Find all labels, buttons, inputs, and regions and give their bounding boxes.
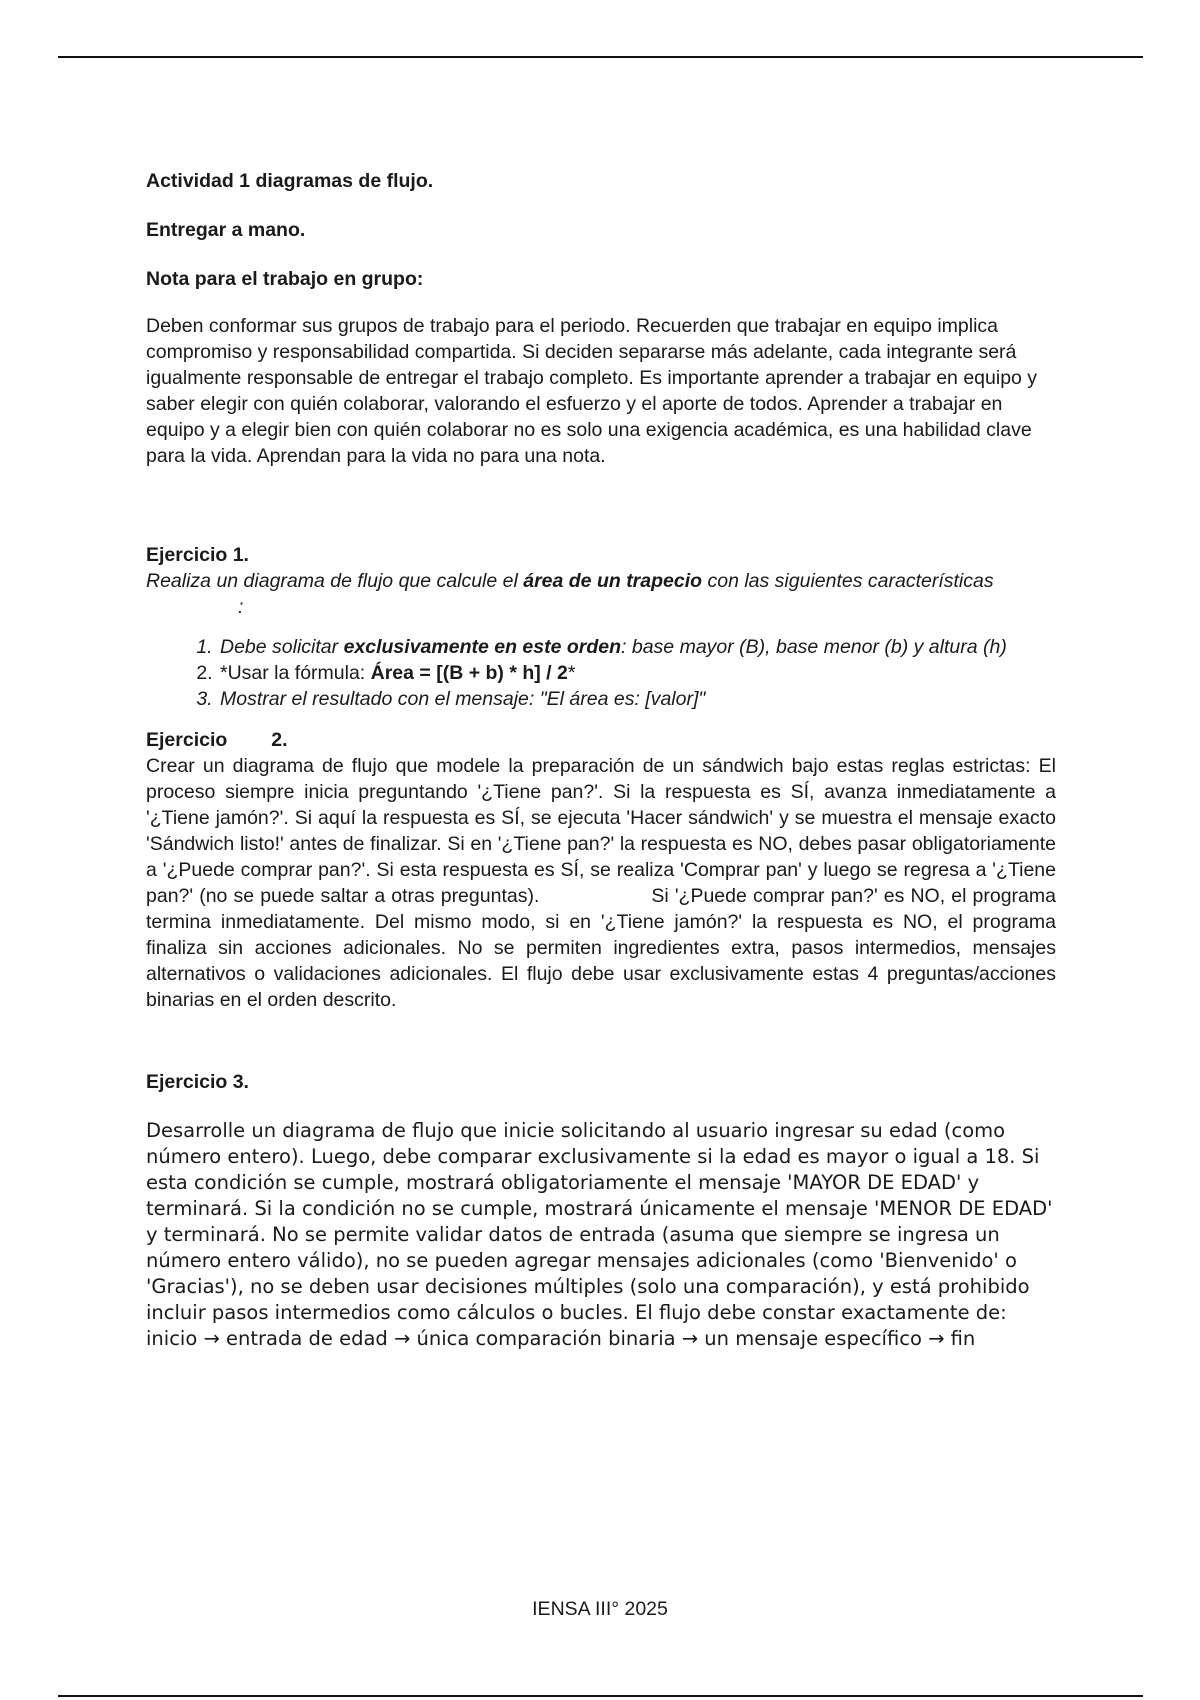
list-item-text: *Usar la fórmula:	[220, 662, 371, 684]
list-item-text: Debe solicitar	[220, 636, 344, 658]
exercise3-text: Desarrolle un diagrama de flujo que inicie solicitando al usuario ingresar su edad (como número entero). Luego, debe comparar exclusivamente si la edad es mayor o igual a 18. Si esta condición se cumple, mostrará obligatoriamente el mensaje 'MAYOR DE EDAD' y terminará. Si la condición no se cumple, mostrará únicamente el mensaje 'MENOR DE EDAD' y terminará. No se permite validar datos de entrada (asuma que siempre se ingresa un número entero válido), no se pueden agregar mensajes adicionales (como 'Bienvenido' o 'Gracias'), no se deben usar decisiones múltiples (solo una comparación), y está prohibido incluir pasos intermedios como cálculos o bucles. El flujo debe constar exactamente de: inicio → entrada de edad → única comparación binaria → un mensaje específico → fin	[146, 1119, 1053, 1350]
list-item-text-end: *	[567, 662, 576, 684]
exercise1-intro-colon: :	[238, 596, 244, 618]
exercise2-text-part2: Si '¿Puede comprar pan?' es NO, el programa termina inmediatamente. Del mismo modo, si en '¿Tiene jamón?' la respuesta es NO, el programa finaliza sin acciones adicionales. No se permiten ingredientes extra, pasos intermedios, mensajes alternativos o validaciones adicionales. El flujo debe usar exclusivamente estas 4 preguntas/acciones binarias en el orden descrito.	[146, 885, 1056, 1011]
exercise3-heading: Ejercicio 3.	[146, 1071, 249, 1093]
exercise2-heading-label: Ejercicio	[146, 729, 228, 751]
delivery-note: Entregar a mano.	[146, 219, 306, 241]
footer-rule	[58, 1695, 1143, 1697]
list-item	[218, 634, 1056, 660]
list-item-bold: Área = [(B + b) * h] / 2	[370, 662, 568, 684]
page-footer: IENSA III° 2025	[532, 1598, 668, 1620]
group-note-heading: Nota para el trabajo en grupo:	[146, 268, 424, 290]
exercise1-intro	[146, 568, 1056, 620]
exercise2-text	[146, 753, 1056, 1013]
exercise1-intro-bold: área de un trapecio	[523, 570, 703, 592]
list-item-text-end: : base mayor (B), base menor (b) y altura (h)	[621, 636, 1007, 658]
exercise1-heading: Ejercicio 1.	[146, 544, 249, 566]
exercise2-heading-number: 2.	[271, 729, 288, 751]
list-item	[218, 660, 1056, 686]
exercise2-text-part1: Crear un diagrama de flujo que modele la preparación de un sándwich bajo estas reglas estrictas: El proceso siempre inicia preguntando '¿Tiene pan?'. Si la respuesta es SÍ, avanza inmediatamente a '¿Tiene jamón?'. Si aquí la respuesta es SÍ, se ejecuta 'Hacer sándwich' y se muestra el mensaje exacto 'Sándwich listo!' antes de finalizar. Si en '¿Tiene pan?' la respuesta es NO, debes pasar obligatoriamente a '¿Puede comprar pan?'. Si esta respuesta es SÍ, se realiza 'Comprar pan' y luego se regresa a '¿Tiene pan?' (no se puede saltar a otras preguntas).	[146, 755, 1056, 907]
document-title: Actividad 1 diagramas de flujo.	[146, 170, 434, 192]
exercise1-intro-text: Realiza un diagrama de flujo que calcule el	[146, 570, 524, 592]
exercise1-list	[146, 634, 1056, 712]
list-item-bold: exclusivamente en este orden	[343, 636, 622, 658]
document-body	[146, 168, 1056, 1352]
list-item	[218, 686, 1056, 712]
exercise2-heading	[146, 727, 1056, 753]
group-note-text: Deben conformar sus grupos de trabajo para el periodo. Recuerden que trabajar en equipo implica compromiso y responsabilidad compartida. Si deciden separarse más adelante, cada integrante será igualmente responsable de entregar el trabajo completo. Es importante aprender a trabajar en equipo y saber elegir con quién colaborar, valorando el esfuerzo y el aporte de todos. Aprender a trabajar en equipo y a elegir bien con quién colaborar no es solo una exigencia académica, es una habilidad clave para la vida. Aprendan para la vida no para una nota.	[146, 315, 1038, 467]
header-rule	[58, 56, 1143, 58]
list-item-text: Mostrar el resultado con el mensaje: "El área es: [valor]"	[220, 688, 706, 710]
exercise1-intro-text-end: con las siguientes características	[702, 570, 994, 592]
